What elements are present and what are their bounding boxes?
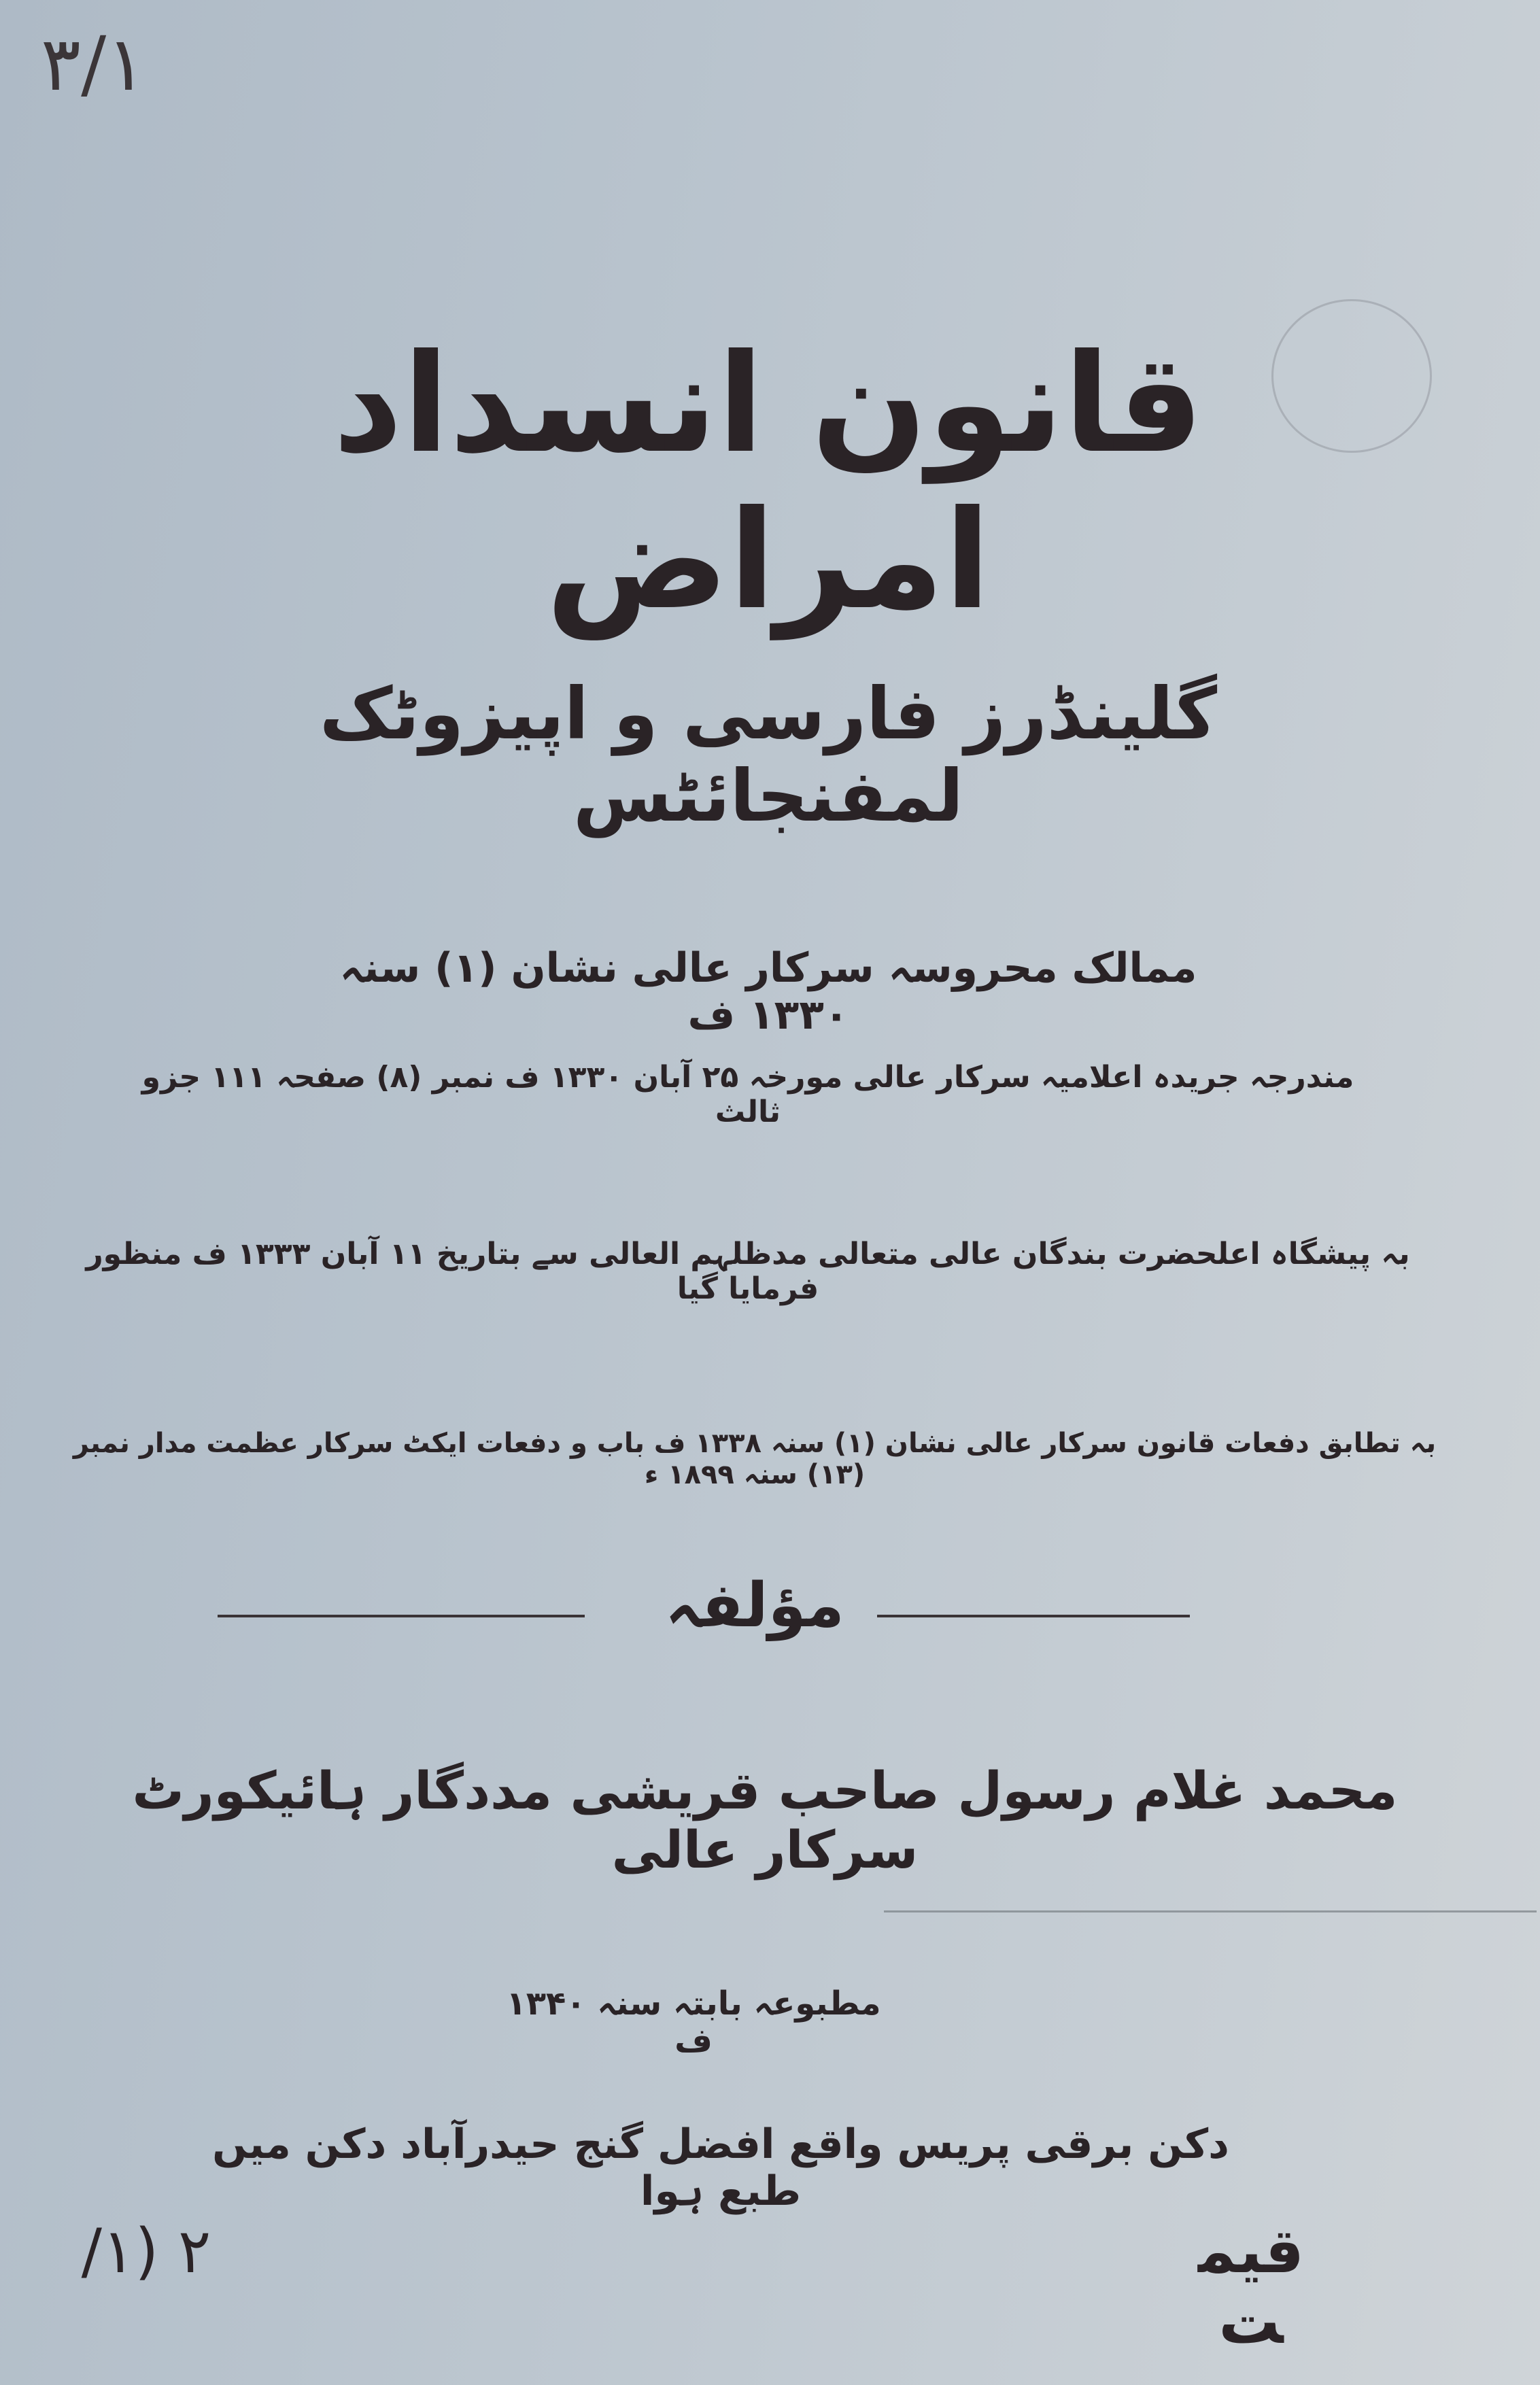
divider-right bbox=[218, 1615, 585, 1617]
conformity-line: بہ تطابق دفعات قانون سرکار عالی نشان (۱) سنہ ۱۳۳۸ ف باب و دفعات ایکٹ سرکار عظمت مدار نمبر (۱۳) سنہ ۱۸۹۹ ء bbox=[73, 1428, 1437, 1490]
price-label: قیمت bbox=[1197, 2216, 1304, 2358]
crease-line bbox=[884, 1910, 1537, 1912]
printed-year: مطبوعہ بابتہ سنہ ۱۳۴۰ ف bbox=[506, 1985, 881, 2061]
sanction-line: بہ پیشگاہ اعلحضرت بندگان عالی متعالی مدظلہم العالی سے بتاریخ ۱۱ آبان ۱۳۳۳ ف منظور فرمایا گیا bbox=[86, 1237, 1410, 1306]
compiled-by-label: مؤلفہ bbox=[665, 1570, 844, 1641]
author-name: محمد غلام رسول صاحب قریشی مددگار ہائیکورٹ سرکار عالی bbox=[132, 1760, 1398, 1881]
act-line: ممالک محروسہ سرکار عالی نشان (۱) سنہ ۱۳۳۰ ف bbox=[339, 944, 1197, 1039]
book-subtitle: گلینڈرز فارسی و اپیزوٹک لمفنجائٹس bbox=[319, 672, 1218, 838]
divider-left bbox=[877, 1615, 1190, 1617]
gazette-line: مندرجہ جریدہ اعلامیہ سرکار عالی مورخہ ۲۵ آبان ۱۳۳۰ ف نمبر (۸) صفحہ ۱۱۱ جزو ثالث bbox=[141, 1060, 1354, 1129]
price-value: ۲ (۱/ bbox=[81, 2216, 211, 2287]
printer-line: دکن برقی پریس واقع افضل گنج حیدرآباد دکن میں طبع ہوا bbox=[212, 2121, 1229, 2215]
corner-mark: ۳/۱ bbox=[41, 20, 147, 107]
book-title: قانون انسداد امراض bbox=[332, 325, 1204, 640]
